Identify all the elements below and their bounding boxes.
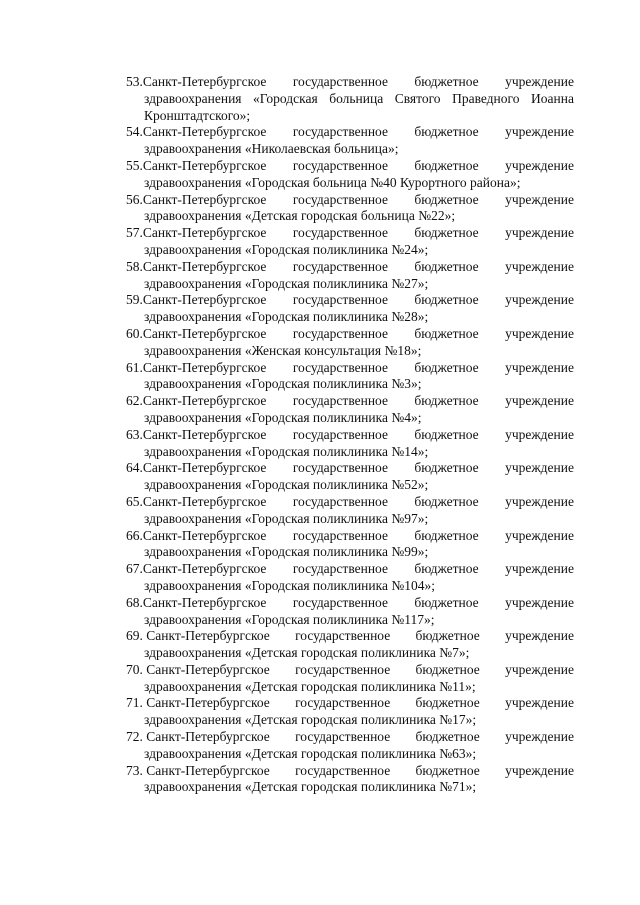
list-item-word: государственное: [292, 74, 388, 89]
list-item-continuation: [126, 712, 574, 729]
list-item-word: государственное: [295, 628, 391, 644]
list-item-word: учреждение: [505, 695, 574, 711]
list-item-word: государственное: [292, 124, 388, 140]
list-item-first-line: [126, 695, 574, 712]
list-item-word: 66.Санкт-Петербургское: [126, 527, 267, 543]
list-item-text: здравоохранения «Детская городская поликлиника №71»;: [144, 779, 477, 795]
list-item-text: здравоохранения «Детская городская больница №22»;: [144, 208, 456, 224]
list-item-continuation: [126, 208, 574, 225]
list-item-word: бюджетное: [414, 493, 479, 509]
list-item-word: бюджетное: [414, 292, 479, 308]
list-item-word: государственное: [292, 527, 388, 543]
list-item-word: государственное: [292, 359, 388, 375]
list-item-word: бюджетное: [415, 729, 480, 745]
list-item-word: государственное: [295, 729, 391, 745]
list-item: [126, 695, 574, 729]
list-item-word: учреждение: [505, 325, 574, 341]
list-item-text: здравоохранения «Городская поликлиника №14»;: [144, 443, 429, 459]
list-item-text: «Городская: [253, 90, 318, 106]
list-item-word: учреждение: [505, 157, 574, 173]
list-item-word: учреждение: [505, 628, 574, 644]
list-item-word: бюджетное: [414, 561, 479, 577]
list-item-continuation: [126, 679, 574, 696]
list-item-text: здравоохранения «Городская поликлиника №3»;: [144, 376, 422, 392]
list-item-word: учреждение: [505, 393, 574, 409]
list-item: [126, 528, 574, 562]
list-item-text: здравоохранения «Городская больница №40 Курортного района»;: [144, 174, 521, 190]
institution-list: [126, 74, 574, 796]
list-item-word: 57.Санкт-Петербургское: [126, 225, 267, 241]
list-item-word: государственное: [292, 292, 388, 308]
list-item-word: 55.Санкт-Петербургское: [126, 157, 267, 173]
list-item-word: 69. Санкт-Петербургское: [126, 628, 270, 644]
list-item-word: бюджетное: [414, 527, 479, 543]
list-item-text: Праведного: [452, 90, 520, 106]
list-item-word: учреждение: [505, 527, 574, 543]
list-item-first-line: [126, 158, 574, 175]
list-item-word: учреждение: [505, 460, 574, 476]
list-item-word: государственное: [292, 493, 388, 509]
list-item-text: Кронштадтского»;: [144, 107, 251, 123]
list-item: [126, 494, 574, 528]
list-item: [126, 628, 574, 662]
list-item: [126, 662, 574, 696]
list-item-word: бюджетное: [414, 594, 479, 610]
list-item: [126, 360, 574, 394]
list-item-continuation: [126, 511, 574, 528]
list-item-first-line: [126, 225, 574, 242]
list-item-word: 56.Санкт-Петербургское: [126, 191, 267, 207]
list-item-word: учреждение: [505, 661, 574, 677]
list-item-continuation: [126, 578, 574, 595]
list-item-continuation: [126, 376, 574, 393]
list-item-word: бюджетное: [415, 762, 480, 778]
list-item-first-line: [126, 595, 574, 612]
list-item-word: государственное: [292, 157, 388, 173]
list-item-word: 71. Санкт-Петербургское: [126, 695, 270, 711]
list-item-word: учреждение: [505, 426, 574, 442]
list-item-first-line: [126, 561, 574, 578]
list-item-word: государственное: [292, 258, 388, 274]
list-item-continuation: [126, 410, 574, 427]
list-item-continuation: [126, 309, 574, 326]
list-item-word: 61.Санкт-Петербургское: [126, 359, 267, 375]
list-item-text: здравоохранения «Городская поликлиника №104»;: [144, 577, 435, 593]
list-item-continuation: [126, 175, 574, 192]
list-item-word: 59.Санкт-Петербургское: [126, 292, 267, 308]
list-item-word: 65.Санкт-Петербургское: [126, 493, 267, 509]
list-item-word: 58.Санкт-Петербургское: [126, 258, 267, 274]
list-item-text: здравоохранения «Николаевская больница»;: [144, 141, 399, 157]
list-item-word: бюджетное: [414, 191, 479, 207]
list-item: [126, 561, 574, 595]
list-item: [126, 326, 574, 360]
list-item-continuation: [126, 477, 574, 494]
list-item-word: 67.Санкт-Петербургское: [126, 561, 267, 577]
list-item-first-line: [126, 662, 574, 679]
list-item: [126, 763, 574, 797]
list-item-text: здравоохранения «Женская консультация №18»;: [144, 342, 422, 358]
list-item: [126, 292, 574, 326]
list-item-word: 72. Санкт-Петербургское: [126, 729, 270, 745]
list-item-first-line: [126, 259, 574, 276]
list-item-word: 62.Санкт-Петербургское: [126, 393, 267, 409]
list-item-text: здравоохранения «Городская поликлиника №117»;: [144, 611, 435, 627]
list-item-first-line: [126, 124, 574, 141]
list-item: [126, 595, 574, 629]
list-item-word: учреждение: [505, 561, 574, 577]
list-item-word: государственное: [292, 191, 388, 207]
list-item-word: учреждение: [505, 762, 574, 778]
list-item-first-line: [126, 292, 574, 309]
list-item-first-line: [126, 460, 574, 477]
list-item-word: бюджетное: [414, 157, 479, 173]
list-item: [126, 729, 574, 763]
list-item-first-line: [126, 763, 574, 780]
list-item-word: бюджетное: [414, 225, 479, 241]
list-item: [126, 74, 574, 124]
list-item-word: государственное: [295, 661, 391, 677]
list-item-text: здравоохранения «Детская городская поликлиника №17»;: [144, 712, 477, 728]
list-item-text: больница: [329, 90, 384, 106]
list-item-word: учреждение: [505, 74, 574, 89]
list-item-word: учреждение: [505, 191, 574, 207]
list-item-word: бюджетное: [414, 124, 479, 140]
list-item-text: здравоохранения «Детская городская поликлиника №7»;: [144, 645, 470, 661]
list-item-first-line: [126, 494, 574, 511]
list-item-word: учреждение: [505, 258, 574, 274]
list-item-word: государственное: [292, 225, 388, 241]
list-item-word: 70. Санкт-Петербургское: [126, 661, 270, 677]
list-item-word: бюджетное: [414, 359, 479, 375]
list-item-word: 63.Санкт-Петербургское: [126, 426, 267, 442]
list-item: [126, 427, 574, 461]
list-item-word: учреждение: [505, 124, 574, 140]
list-item-word: государственное: [292, 594, 388, 610]
list-item-word: государственное: [292, 325, 388, 341]
list-item-continuation: [126, 242, 574, 259]
list-item-word: государственное: [292, 561, 388, 577]
list-item-continuation: [126, 276, 574, 293]
list-item-text: здравоохранения «Городская поликлиника №27»;: [144, 275, 429, 291]
list-item-first-line: [126, 360, 574, 377]
list-item-word: бюджетное: [415, 628, 480, 644]
list-item-word: бюджетное: [414, 426, 479, 442]
list-item-continuation: [126, 444, 574, 461]
list-item-word: учреждение: [505, 292, 574, 308]
list-item-word: бюджетное: [414, 74, 479, 89]
list-item-word: бюджетное: [415, 661, 480, 677]
list-item-continuation: [126, 544, 574, 561]
list-item-word: 73. Санкт-Петербургское: [126, 762, 270, 778]
list-item-word: 64.Санкт-Петербургское: [126, 460, 267, 476]
list-item-text: Святого: [394, 90, 441, 106]
list-item-word: бюджетное: [415, 695, 480, 711]
list-item-text: здравоохранения «Городская поликлиника №24»;: [144, 241, 429, 257]
list-item-word: 60.Санкт-Петербургское: [126, 325, 267, 341]
list-item-word: учреждение: [505, 493, 574, 509]
list-item-word: 68.Санкт-Петербургское: [126, 594, 267, 610]
list-item: [126, 192, 574, 226]
list-item-continuation: [126, 746, 574, 763]
list-item-first-line: [126, 729, 574, 746]
list-item-text: здравоохранения «Городская поликлиника №52»;: [144, 477, 429, 493]
list-item-word: государственное: [292, 426, 388, 442]
list-item-first-line: [126, 192, 574, 209]
list-item-text: Иоанна: [531, 90, 574, 106]
list-item-continuation: [126, 108, 574, 125]
list-item-text: здравоохранения: [144, 90, 242, 106]
list-item: [126, 158, 574, 192]
list-item-first-line: [126, 628, 574, 645]
list-item-text: здравоохранения «Детская городская поликлиника №11»;: [144, 678, 476, 694]
list-item-word: бюджетное: [414, 393, 479, 409]
list-item-word: государственное: [295, 695, 391, 711]
list-item-word: учреждение: [505, 729, 574, 745]
list-item-word: бюджетное: [414, 460, 479, 476]
list-item: [126, 460, 574, 494]
list-item-first-line: [126, 393, 574, 410]
list-item-first-line: [126, 326, 574, 343]
list-item-continuation: [126, 91, 574, 108]
list-item-text: здравоохранения «Детская городская поликлиника №63»;: [144, 745, 477, 761]
list-item-word: бюджетное: [414, 258, 479, 274]
list-item-text: здравоохранения «Городская поликлиника №97»;: [144, 510, 429, 526]
list-item-first-line: [126, 74, 574, 91]
list-item-continuation: [126, 645, 574, 662]
list-item-word: учреждение: [505, 594, 574, 610]
list-item: [126, 124, 574, 158]
list-item-word: 53.Санкт-Петербургское: [126, 74, 267, 89]
list-item-word: государственное: [292, 460, 388, 476]
list-item-continuation: [126, 779, 574, 796]
list-item-word: государственное: [295, 762, 391, 778]
list-item-word: учреждение: [505, 225, 574, 241]
list-item-word: учреждение: [505, 359, 574, 375]
list-item-word: государственное: [292, 393, 388, 409]
list-item-continuation: [126, 612, 574, 629]
list-item-word: 54.Санкт-Петербургское: [126, 124, 267, 140]
list-item-word: бюджетное: [414, 325, 479, 341]
list-item-continuation: [126, 343, 574, 360]
list-item: [126, 225, 574, 259]
list-item-text: здравоохранения «Городская поликлиника №99»;: [144, 544, 429, 560]
list-item-continuation: [126, 141, 574, 158]
list-item-first-line: [126, 528, 574, 545]
list-item: [126, 259, 574, 293]
list-item-text: здравоохранения «Городская поликлиника №4»;: [144, 409, 422, 425]
list-item-text: здравоохранения «Городская поликлиника №28»;: [144, 309, 429, 325]
list-item-first-line: [126, 427, 574, 444]
list-item: [126, 393, 574, 427]
